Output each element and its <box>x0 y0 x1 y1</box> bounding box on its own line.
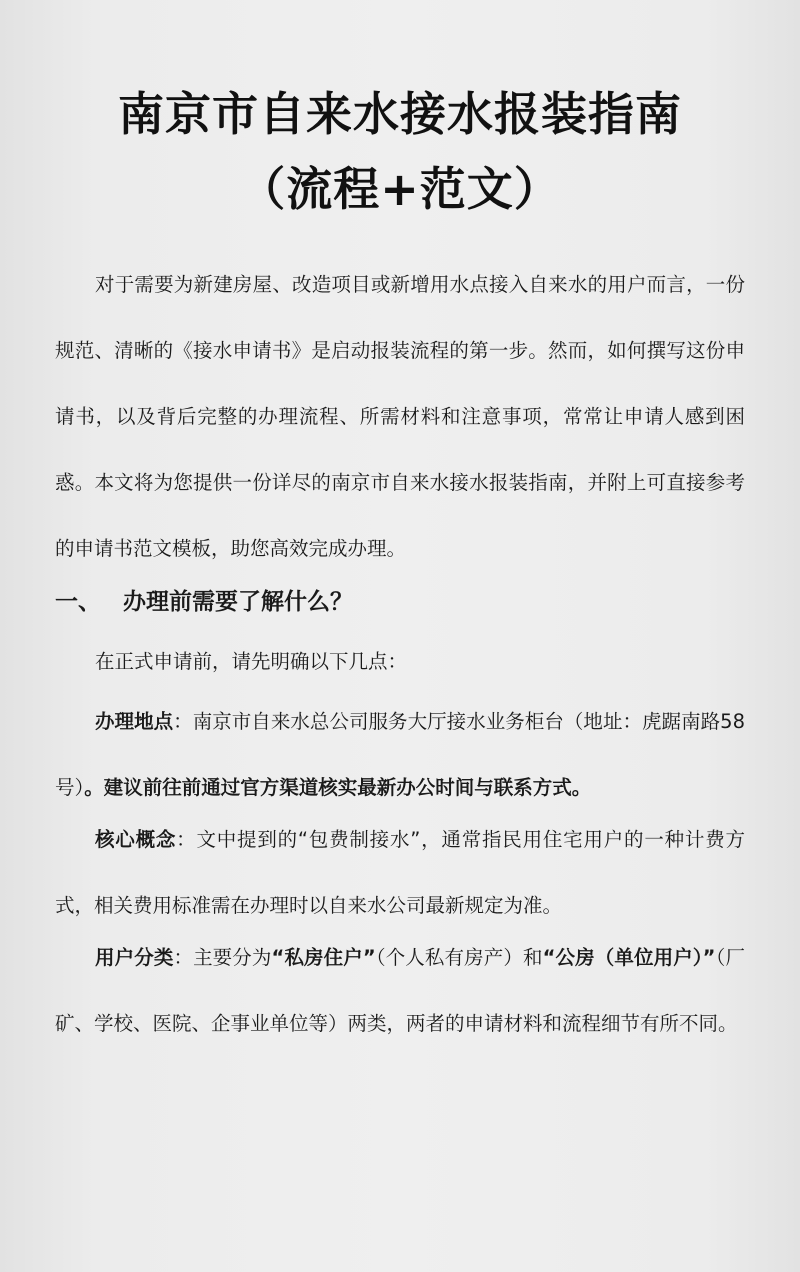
item-location-label: 办理地点 <box>95 710 174 733</box>
item-user-category-text-a: ：主要分为 <box>173 946 272 969</box>
item-concept-label: 核心概念 <box>95 828 177 851</box>
title-line-2: （流程+范文） <box>239 162 561 216</box>
item-user-category-text-b: （个人私有房产）和 <box>375 946 543 969</box>
item-concept-text: ：文中提到的“包费制接水”，通常指民用住宅用户的一种计费方式，相关费用标准需在办理时以自来水公司最新规定为准。 <box>55 828 745 917</box>
item-location <box>55 689 745 821</box>
item-location-text: ：南京市自来水总公司服务大厅接水业务柜台（地址：虎踞南路58号） <box>55 710 745 799</box>
item-location-note: 。建议前往前通过官方渠道核实最新办公时间与联系方式。 <box>84 776 592 799</box>
item-user-category-private: “私房住户” <box>271 946 376 969</box>
title-line-1: 南京市自来水接水报装指南 <box>118 87 682 141</box>
section-heading <box>55 583 353 616</box>
section-lead: 在正式申请前，请先明确以下几点： <box>95 650 408 673</box>
section-number: 一、 <box>55 589 101 615</box>
item-user-category-public: “公房（单位用户）” <box>542 946 716 969</box>
item-user-category-text-c: （厂矿、学校、医院、企事业单位等）两类，两者的申请材料和流程细节有所不同。 <box>55 946 745 1035</box>
item-concept <box>55 807 745 939</box>
section-title: 办理前需要了解什么？ <box>123 589 353 615</box>
intro-paragraph: 对于需要为新建房屋、改造项目或新增用水点接入自来水的用户而言，一份规范、清晰的《接水申请书》是启动报装流程的第一步。然而，如何撰写这份申请书，以及背后完整的办理流程、所需材料和注意事项，常常让申请人感到困惑。本文将为您提供一份详尽的南京市自来水接水报装指南，并附上可直接参考的申请书范文模板，助您高效完成办理。 <box>55 273 745 560</box>
item-user-category <box>55 925 745 1057</box>
item-user-category-label: 用户分类 <box>95 946 174 969</box>
